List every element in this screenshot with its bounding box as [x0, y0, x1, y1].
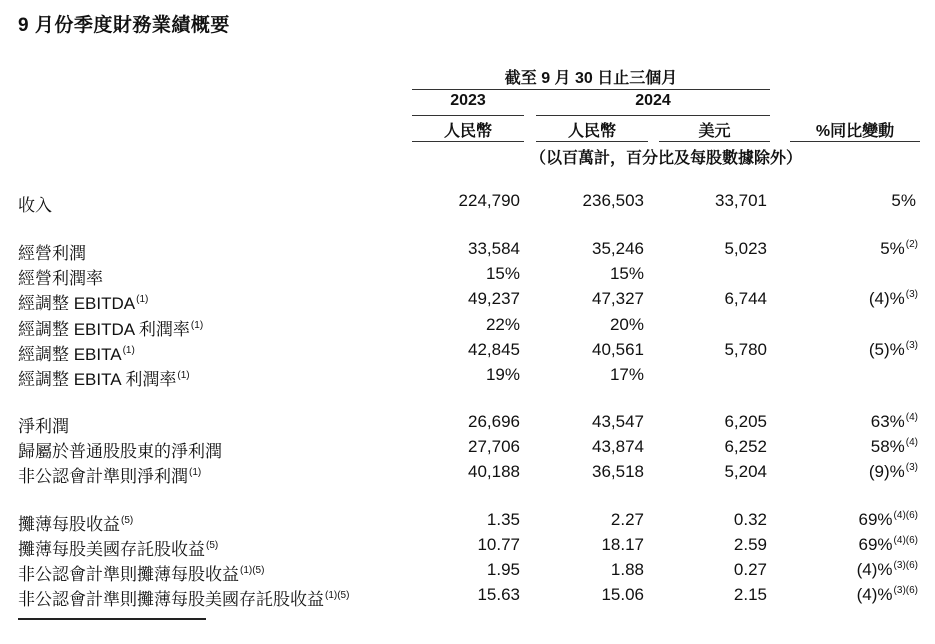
- row-label: [18, 315, 203, 340]
- change-header: %同比變動: [815, 123, 895, 140]
- year-2024-rule: [536, 115, 770, 116]
- value-2023-rmb: 42,845: [468, 340, 520, 359]
- change-footnote: (3)(6): [893, 560, 918, 571]
- value-2023-rmb: 15%: [485, 264, 520, 283]
- change-footnote: (3): [905, 340, 918, 351]
- value-2023-rmb: 10.77: [477, 535, 520, 554]
- page-title: 9 月份季度財務業績概要: [18, 15, 230, 36]
- change-text: 5%: [891, 191, 916, 210]
- row-label: [18, 340, 135, 365]
- row-label-text: 攤薄每股美國存託股收益: [18, 540, 205, 559]
- value-change: [869, 340, 918, 360]
- currency-rule-3: [659, 141, 770, 142]
- row-label-text: 經調整 EBITDA 利潤率: [18, 320, 190, 339]
- value-2024-usd: 6,205: [724, 412, 767, 431]
- row-label: [18, 560, 264, 585]
- row-label-text: 歸屬於普通股股東的淨利潤: [18, 442, 222, 461]
- label-footnote: (1): [177, 370, 190, 381]
- value-2024-usd: 33,701: [715, 191, 767, 210]
- value-2024-usd: 6,744: [724, 289, 767, 308]
- row-label: [18, 239, 86, 264]
- change-footnote: (3): [905, 462, 918, 473]
- currency-rmb-2024: 人民幣: [567, 123, 616, 140]
- label-footnote: (1): [122, 345, 135, 356]
- value-2024-rmb: 43,547: [592, 412, 644, 431]
- currency-rule-2: [536, 141, 648, 142]
- label-footnote: (5): [206, 540, 219, 551]
- row-label: [18, 264, 103, 289]
- change-footnote: (2): [905, 239, 918, 250]
- change-footnote: (4): [905, 437, 918, 448]
- row-label-text: 非公認會計準則攤薄每股美國存託股收益: [18, 590, 324, 609]
- change-text: (4)%: [856, 560, 893, 579]
- label-footnote: (1): [136, 294, 149, 305]
- change-text: 69%: [858, 510, 893, 529]
- value-2023-rmb: 27,706: [468, 437, 520, 456]
- value-2024-rmb: 43,874: [592, 437, 644, 456]
- value-change: [880, 239, 918, 259]
- value-2023-rmb: 26,696: [468, 412, 520, 431]
- value-2023-rmb: 40,188: [468, 462, 520, 481]
- currency-rule-1: [412, 141, 524, 142]
- value-2023-rmb: 33,584: [468, 239, 520, 258]
- label-footnote: (5): [121, 515, 134, 526]
- year-2024-header: 2024: [635, 92, 671, 109]
- value-2024-usd: 5,023: [724, 239, 767, 258]
- value-2024-usd: 2.59: [733, 535, 767, 554]
- change-text: 63%: [870, 412, 905, 431]
- change-text: 5%: [880, 239, 905, 258]
- period-header: 截至 9 月 30 日止三個月: [504, 70, 678, 87]
- value-2024-usd: 0.27: [733, 560, 767, 579]
- currency-usd-2024: 美元: [698, 123, 731, 140]
- row-label-text: 攤薄每股收益: [18, 515, 120, 534]
- change-text: 69%: [858, 535, 893, 554]
- row-label: [18, 462, 201, 487]
- value-2024-usd: 0.32: [733, 510, 767, 529]
- value-2024-rmb: 47,327: [592, 289, 644, 308]
- change-footnote: (4)(6): [893, 510, 918, 521]
- row-label: [18, 289, 148, 314]
- value-change: [857, 560, 918, 580]
- period-rule: [412, 89, 770, 90]
- label-footnote: (1): [190, 320, 204, 331]
- unit-note: （以百萬計，百分比及每股數據除外）: [529, 150, 802, 167]
- row-label-text: 淨利潤: [18, 417, 69, 436]
- row-label-text: 經調整 EBITA: [18, 345, 122, 364]
- value-2024-rmb: 2.27: [610, 510, 644, 529]
- value-2023-rmb: 15.63: [477, 585, 520, 604]
- value-2024-usd: 2.15: [733, 585, 767, 604]
- change-text: (9)%: [868, 462, 905, 481]
- row-label-text: 經調整 EBITDA: [18, 294, 136, 313]
- value-2024-rmb: 20%: [609, 315, 644, 334]
- year-2023-header: 2023: [450, 92, 486, 109]
- label-footnote: (1): [189, 467, 202, 478]
- row-label: [18, 585, 349, 610]
- currency-rmb-2023: 人民幣: [443, 123, 492, 140]
- row-label-text: 經營利潤率: [18, 269, 103, 288]
- value-change: [869, 462, 918, 482]
- value-2023-rmb: 1.95: [486, 560, 520, 579]
- row-label-text: 非公認會計準則攤薄每股收益: [18, 565, 239, 584]
- value-2023-rmb: 19%: [485, 365, 520, 384]
- change-footnote: (4): [905, 412, 918, 423]
- row-label: [18, 412, 69, 437]
- value-2024-usd: 5,780: [724, 340, 767, 359]
- row-label: [18, 437, 222, 462]
- row-label: [18, 365, 190, 390]
- value-2024-rmb: 35,246: [592, 239, 644, 258]
- value-change: [859, 510, 918, 530]
- value-2023-rmb: 1.35: [486, 510, 520, 529]
- change-footnote: (4)(6): [893, 535, 918, 546]
- value-2023-rmb: 224,790: [458, 191, 520, 210]
- value-2024-rmb: 236,503: [582, 191, 644, 210]
- value-2024-rmb: 15.06: [601, 585, 644, 604]
- value-2023-rmb: 49,237: [468, 289, 520, 308]
- row-label-text: 收入: [18, 196, 52, 215]
- change-text: (4)%: [856, 585, 893, 604]
- row-label-text: 非公認會計準則淨利潤: [18, 467, 188, 486]
- value-2024-usd: 6,252: [724, 437, 767, 456]
- change-footnote: (3)(6): [893, 585, 918, 596]
- row-label: [18, 191, 52, 216]
- row-label: [18, 510, 133, 535]
- value-2024-rmb: 15%: [609, 264, 644, 283]
- value-2024-usd: 5,204: [724, 462, 767, 481]
- year-2023-rule: [412, 115, 524, 116]
- value-2024-rmb: 18.17: [601, 535, 644, 554]
- row-label-text: 經調整 EBITA 利潤率: [18, 370, 177, 389]
- value-change: [871, 437, 918, 457]
- label-footnote: (1)(5): [240, 565, 265, 576]
- value-2024-rmb: 40,561: [592, 340, 644, 359]
- change-text: (4)%: [868, 289, 905, 308]
- change-text: 58%: [870, 437, 905, 456]
- value-2024-rmb: 36,518: [592, 462, 644, 481]
- value-change: [891, 191, 916, 211]
- value-2024-rmb: 1.88: [610, 560, 644, 579]
- value-2024-rmb: 17%: [609, 365, 644, 384]
- label-footnote: (1)(5): [325, 590, 350, 601]
- row-label: [18, 535, 218, 560]
- value-change: [871, 412, 918, 432]
- change-text: (5)%: [868, 340, 905, 359]
- value-change: [869, 289, 918, 309]
- value-change: [857, 585, 918, 605]
- row-label-text: 經營利潤: [18, 244, 86, 263]
- value-change: [859, 535, 918, 555]
- value-2023-rmb: 22%: [485, 315, 520, 334]
- footnote-rule: [18, 618, 206, 620]
- change-rule: [790, 141, 920, 142]
- change-footnote: (3): [905, 289, 918, 300]
